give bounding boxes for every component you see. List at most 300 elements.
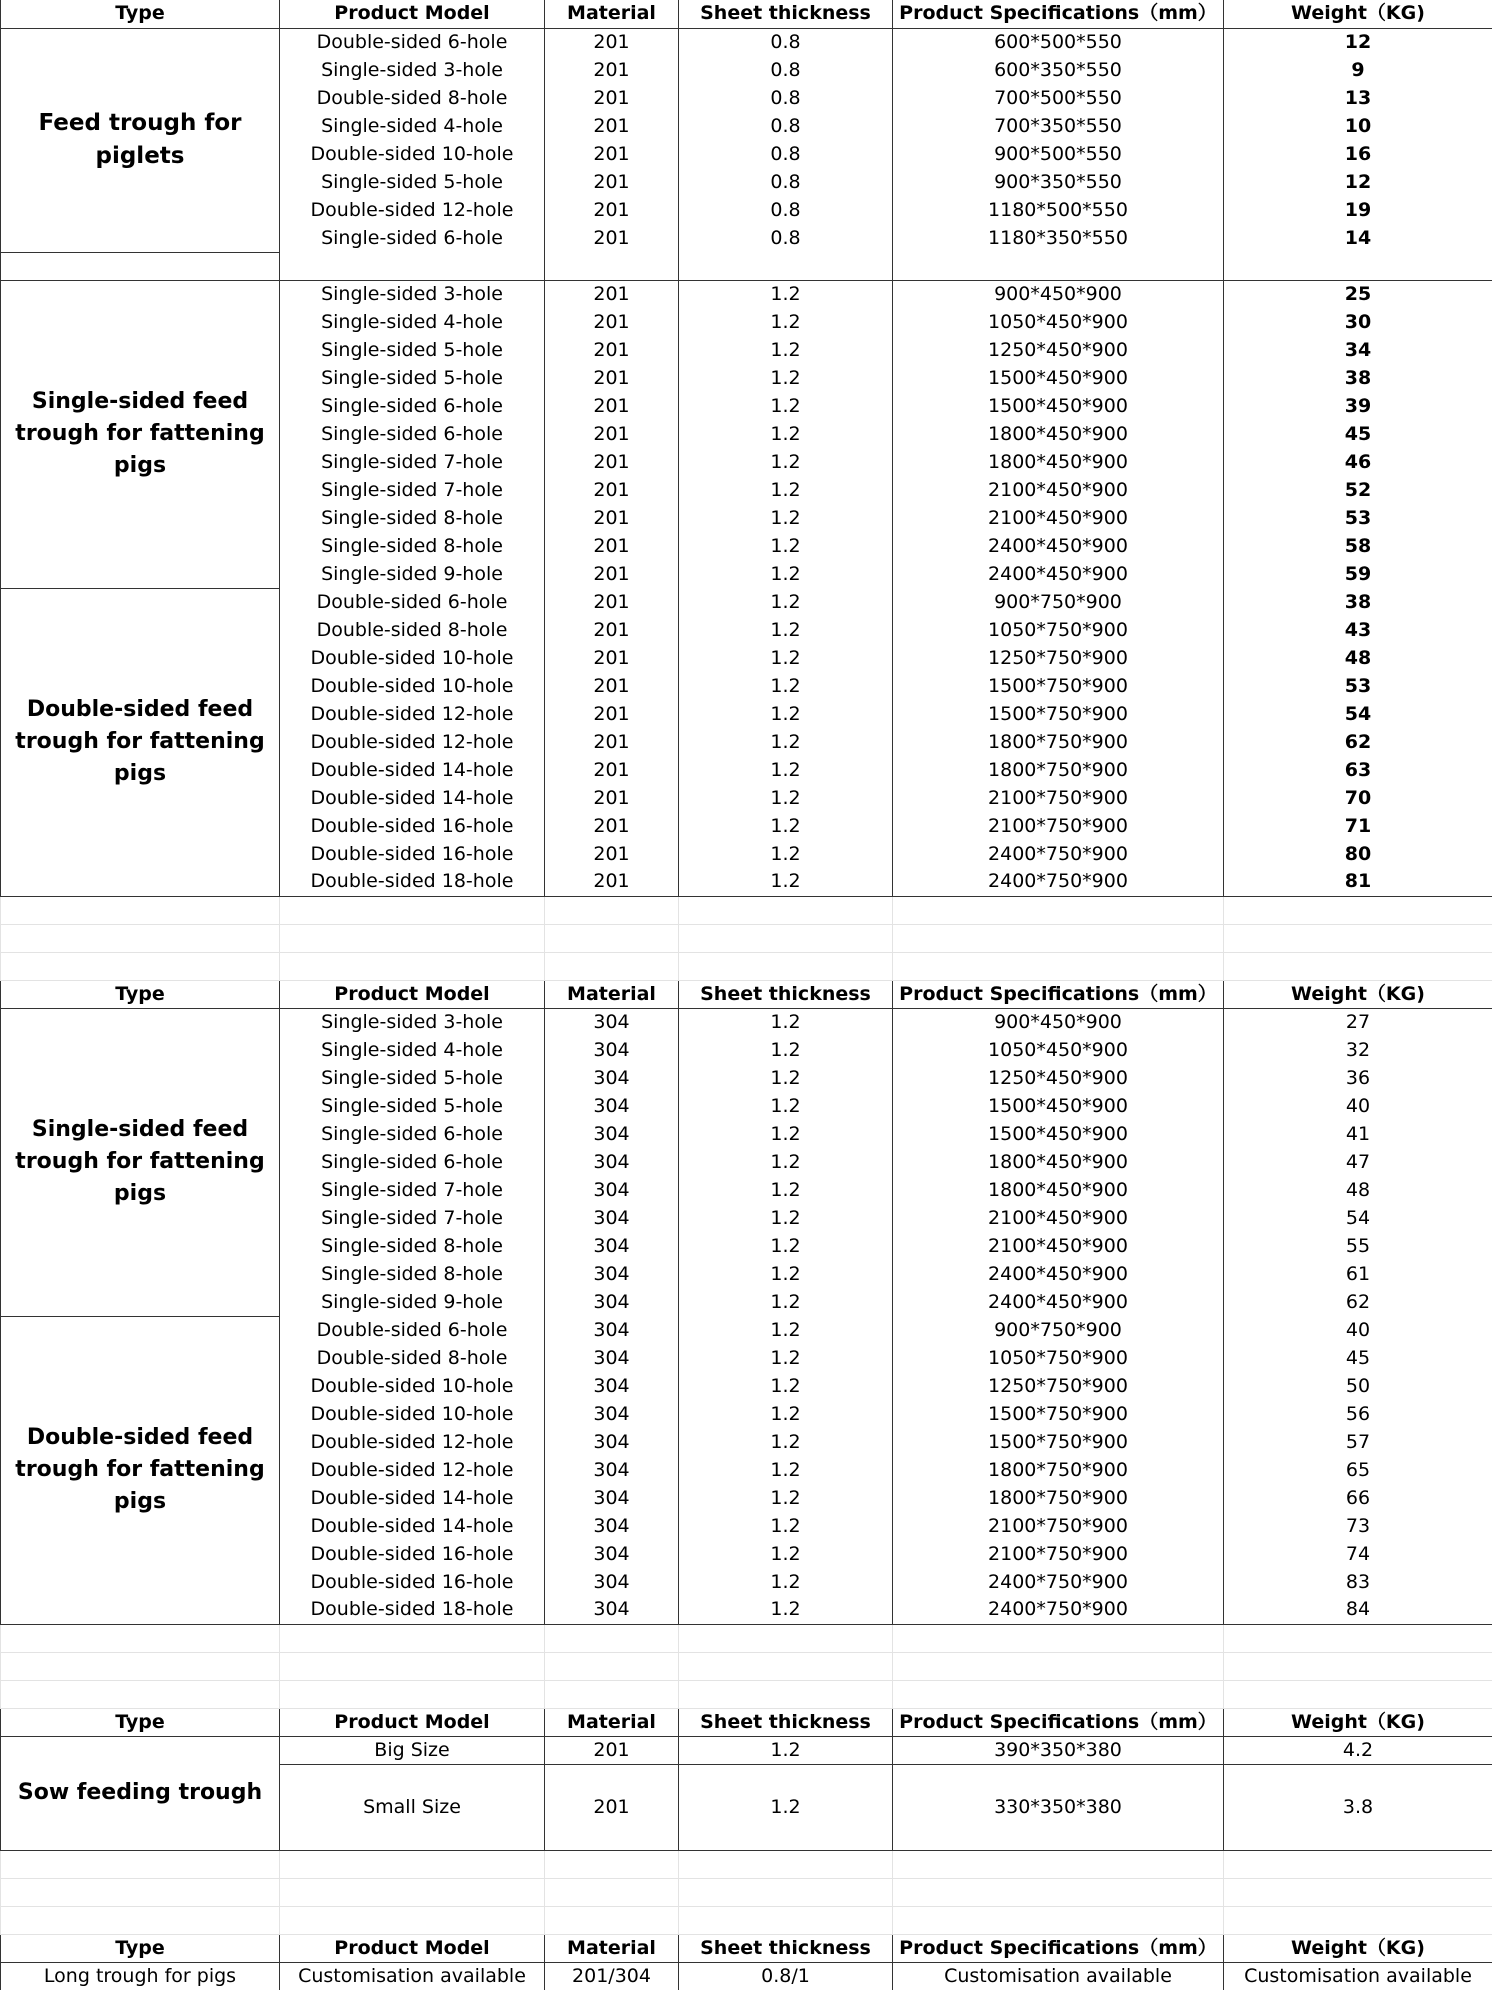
weight-cell: 14 — [1224, 224, 1492, 252]
spec-cell: 900*350*550 — [893, 168, 1224, 196]
model-cell: Single-sided 5-hole — [280, 168, 545, 196]
spec-cell: 1800*450*900 — [893, 1148, 1224, 1176]
thickness-cell: 1.2 — [679, 1512, 893, 1540]
model-cell: Double-sided 10-hole — [280, 1372, 545, 1400]
spec-cell: 330*350*380 — [893, 1764, 1224, 1850]
weight-cell: 56 — [1224, 1400, 1492, 1428]
spec-cell: 900*450*900 — [893, 1008, 1224, 1036]
material-cell: 304 — [545, 1092, 679, 1120]
weight-cell: 63 — [1224, 756, 1492, 784]
model-cell: Single-sided 6-hole — [280, 1120, 545, 1148]
model-cell: Single-sided 8-hole — [280, 504, 545, 532]
thickness-cell: 1.2 — [679, 784, 893, 812]
thickness-cell: 1.2 — [679, 1400, 893, 1428]
thickness-cell: 1.2 — [679, 1316, 893, 1344]
thickness-cell: 1.2 — [679, 1736, 893, 1764]
spec-cell: 900*750*900 — [893, 1316, 1224, 1344]
type-cell: Single-sided feed trough for fattening pigs — [1, 280, 280, 588]
spec-cell: 2100*750*900 — [893, 1512, 1224, 1540]
thickness-cell: 1.2 — [679, 868, 893, 896]
weight-cell: 9 — [1224, 56, 1492, 84]
material-cell: 201 — [545, 168, 679, 196]
header-sheet-thickness: Sheet thickness — [679, 1708, 893, 1736]
material-cell: 201 — [545, 700, 679, 728]
thickness-cell: 1.2 — [679, 364, 893, 392]
thickness-cell: 0.8 — [679, 56, 893, 84]
spec-cell: 2400*450*900 — [893, 1288, 1224, 1316]
table-row — [1, 1316, 1492, 1344]
thickness-cell: 1.2 — [679, 840, 893, 868]
model-cell: Double-sided 18-hole — [280, 1596, 545, 1624]
thickness-cell: 1.2 — [679, 448, 893, 476]
model-cell: Double-sided 6-hole — [280, 28, 545, 56]
thickness-cell: 1.2 — [679, 1204, 893, 1232]
thickness-cell: 1.2 — [679, 1036, 893, 1064]
header-type: Type — [1, 1708, 280, 1736]
material-cell: 304 — [545, 1540, 679, 1568]
model-cell: Double-sided 8-hole — [280, 84, 545, 112]
model-cell: Single-sided 7-hole — [280, 1176, 545, 1204]
thickness-cell: 1.2 — [679, 812, 893, 840]
model-cell: Double-sided 8-hole — [280, 1344, 545, 1372]
header-product-model: Product Model — [280, 1708, 545, 1736]
model-cell: Double-sided 10-hole — [280, 1400, 545, 1428]
spec-cell: 1180*500*550 — [893, 196, 1224, 224]
thickness-cell: 1.2 — [679, 616, 893, 644]
thickness-cell: 0.8 — [679, 28, 893, 56]
weight-cell: 3.8 — [1224, 1764, 1492, 1850]
spec-cell: 2400*450*900 — [893, 532, 1224, 560]
thickness-cell: 1.2 — [679, 1596, 893, 1624]
weight-cell: 54 — [1224, 700, 1492, 728]
material-cell: 201 — [545, 56, 679, 84]
material-cell: 201 — [545, 616, 679, 644]
thickness-cell: 1.2 — [679, 1176, 893, 1204]
weight-cell: 38 — [1224, 364, 1492, 392]
material-cell: 304 — [545, 1008, 679, 1036]
weight-cell: 19 — [1224, 196, 1492, 224]
weight-cell: 57 — [1224, 1428, 1492, 1456]
material-cell: 201 — [545, 784, 679, 812]
thickness-cell: 0.8 — [679, 224, 893, 252]
weight-cell: 58 — [1224, 532, 1492, 560]
model-cell: Single-sided 7-hole — [280, 1204, 545, 1232]
model-cell: Double-sided 12-hole — [280, 1428, 545, 1456]
material-cell: 304 — [545, 1036, 679, 1064]
model-cell: Single-sided 4-hole — [280, 308, 545, 336]
weight-cell: 53 — [1224, 504, 1492, 532]
material-cell: 201 — [545, 728, 679, 756]
thickness-cell: 1.2 — [679, 1344, 893, 1372]
type-cell: Feed trough for piglets — [1, 28, 280, 252]
material-cell: 201 — [545, 812, 679, 840]
weight-cell: 62 — [1224, 1288, 1492, 1316]
spec-cell: 1050*450*900 — [893, 308, 1224, 336]
model-cell: Double-sided 8-hole — [280, 616, 545, 644]
model-cell: Single-sided 5-hole — [280, 336, 545, 364]
material-cell: 201 — [545, 84, 679, 112]
type-cell: Single-sided feed trough for fattening pigs — [1, 1008, 280, 1316]
spec-cell: 2100*750*900 — [893, 1540, 1224, 1568]
spec-cell: 1500*750*900 — [893, 1428, 1224, 1456]
weight-cell: 40 — [1224, 1316, 1492, 1344]
spec-cell: 700*350*550 — [893, 112, 1224, 140]
thickness-cell: 1.2 — [679, 1484, 893, 1512]
thickness-cell: 1.2 — [679, 1260, 893, 1288]
table-304 — [1, 980, 1492, 1624]
type-cell: Double-sided feed trough for fattening pigs — [1, 588, 280, 896]
material-cell: 304 — [545, 1260, 679, 1288]
material-cell: 201 — [545, 644, 679, 672]
thickness-cell: 0.8/1 — [679, 1962, 893, 1990]
weight-cell: 12 — [1224, 28, 1492, 56]
weight-cell: 80 — [1224, 840, 1492, 868]
spec-cell: 1500*450*900 — [893, 1120, 1224, 1148]
spec-cell: 1500*750*900 — [893, 700, 1224, 728]
weight-cell: 48 — [1224, 644, 1492, 672]
material-cell: 201 — [545, 868, 679, 896]
spec-cell: 1500*750*900 — [893, 1400, 1224, 1428]
model-cell: Double-sided 14-hole — [280, 784, 545, 812]
thickness-cell: 1.2 — [679, 308, 893, 336]
model-cell: Single-sided 5-hole — [280, 1064, 545, 1092]
model-cell: Double-sided 16-hole — [280, 812, 545, 840]
model-cell: Double-sided 10-hole — [280, 644, 545, 672]
spec-cell: 2400*750*900 — [893, 1596, 1224, 1624]
spec-cell: 900*750*900 — [893, 588, 1224, 616]
spec-cell: 2400*450*900 — [893, 1260, 1224, 1288]
thickness-cell: 1.2 — [679, 1372, 893, 1400]
model-cell: Single-sided 7-hole — [280, 476, 545, 504]
model-cell: Double-sided 14-hole — [280, 756, 545, 784]
material-cell: 201 — [545, 28, 679, 56]
spec-cell: 900*450*900 — [893, 280, 1224, 308]
spec-cell: 1250*450*900 — [893, 1064, 1224, 1092]
weight-cell: 45 — [1224, 1344, 1492, 1372]
model-cell: Customisation available — [280, 1962, 545, 1990]
model-cell: Single-sided 4-hole — [280, 112, 545, 140]
material-cell: 201 — [545, 364, 679, 392]
header-row — [1, 1934, 1492, 1962]
material-cell: 304 — [545, 1064, 679, 1092]
material-cell: 304 — [545, 1400, 679, 1428]
weight-cell: 62 — [1224, 728, 1492, 756]
spec-cell: 2100*750*900 — [893, 812, 1224, 840]
type-cell: Double-sided feed trough for fattening pigs — [1, 1316, 280, 1624]
material-cell: 304 — [545, 1596, 679, 1624]
weight-cell: 50 — [1224, 1372, 1492, 1400]
table-long-trough — [1, 1934, 1492, 1990]
weight-cell: 32 — [1224, 1036, 1492, 1064]
header-material: Material — [545, 1934, 679, 1962]
thickness-cell: 0.8 — [679, 196, 893, 224]
weight-cell: 4.2 — [1224, 1736, 1492, 1764]
thickness-cell: 1.2 — [679, 1456, 893, 1484]
material-cell: 304 — [545, 1204, 679, 1232]
table-row — [1, 280, 1492, 308]
thickness-cell: 1.2 — [679, 476, 893, 504]
material-cell: 201/304 — [545, 1962, 679, 1990]
model-cell: Single-sided 6-hole — [280, 224, 545, 252]
model-cell: Single-sided 6-hole — [280, 1148, 545, 1176]
model-cell: Single-sided 8-hole — [280, 1232, 545, 1260]
weight-cell: 61 — [1224, 1260, 1492, 1288]
thickness-cell: 1.2 — [679, 336, 893, 364]
spec-cell: 700*500*550 — [893, 84, 1224, 112]
model-cell: Single-sided 3-hole — [280, 56, 545, 84]
header-type: Type — [1, 1934, 280, 1962]
header-specifications: Product Specifications（mm） — [893, 980, 1224, 1008]
header-row — [1, 980, 1492, 1008]
header-type: Type — [1, 0, 280, 28]
header-weight: Weight（KG) — [1224, 0, 1492, 28]
header-material: Material — [545, 1708, 679, 1736]
material-cell: 304 — [545, 1484, 679, 1512]
thickness-cell: 1.2 — [679, 672, 893, 700]
material-cell: 304 — [545, 1232, 679, 1260]
spec-cell: 1050*750*900 — [893, 616, 1224, 644]
thickness-cell: 1.2 — [679, 1120, 893, 1148]
header-sheet-thickness: Sheet thickness — [679, 1934, 893, 1962]
weight-cell: 73 — [1224, 1512, 1492, 1540]
material-cell: 201 — [545, 336, 679, 364]
spec-cell: 1250*750*900 — [893, 1372, 1224, 1400]
material-cell: 201 — [545, 112, 679, 140]
weight-cell: 52 — [1224, 476, 1492, 504]
material-cell: 201 — [545, 1736, 679, 1764]
thickness-cell: 1.2 — [679, 420, 893, 448]
empty-rows — [1, 1624, 1492, 1708]
model-cell: Single-sided 9-hole — [280, 1288, 545, 1316]
thickness-cell: 1.2 — [679, 1540, 893, 1568]
material-cell: 201 — [545, 672, 679, 700]
thickness-cell: 1.2 — [679, 1764, 893, 1850]
thickness-cell: 1.2 — [679, 1232, 893, 1260]
header-specifications: Product Specifications（mm） — [893, 1708, 1224, 1736]
model-cell: Single-sided 8-hole — [280, 532, 545, 560]
spec-cell: 600*500*550 — [893, 28, 1224, 56]
material-cell: 201 — [545, 476, 679, 504]
weight-cell: 36 — [1224, 1064, 1492, 1092]
header-specifications: Product Specifications（mm） — [893, 1934, 1224, 1962]
model-cell: Double-sided 14-hole — [280, 1484, 545, 1512]
thickness-cell: 0.8 — [679, 168, 893, 196]
empty-rows — [1, 896, 1492, 980]
thickness-cell: 1.2 — [679, 1428, 893, 1456]
header-product-model: Product Model — [280, 1934, 545, 1962]
thickness-cell: 1.2 — [679, 1568, 893, 1596]
material-cell: 304 — [545, 1428, 679, 1456]
material-cell: 201 — [545, 448, 679, 476]
thickness-cell: 1.2 — [679, 1008, 893, 1036]
table-sow — [1, 1708, 1492, 1850]
material-cell: 304 — [545, 1372, 679, 1400]
spec-cell: 2400*750*900 — [893, 840, 1224, 868]
model-cell: Single-sided 6-hole — [280, 420, 545, 448]
blank-row — [1, 252, 1492, 280]
header-type: Type — [1, 980, 280, 1008]
model-cell: Single-sided 7-hole — [280, 448, 545, 476]
thickness-cell: 0.8 — [679, 112, 893, 140]
thickness-cell: 1.2 — [679, 1148, 893, 1176]
spec-cell: 1250*750*900 — [893, 644, 1224, 672]
weight-cell: 55 — [1224, 1232, 1492, 1260]
table-row — [1, 1008, 1492, 1036]
thickness-cell: 1.2 — [679, 1064, 893, 1092]
weight-cell: 41 — [1224, 1120, 1492, 1148]
model-cell: Double-sided 12-hole — [280, 728, 545, 756]
material-cell: 201 — [545, 560, 679, 588]
table-row — [1, 28, 1492, 56]
model-cell: Single-sided 3-hole — [280, 1008, 545, 1036]
model-cell: Double-sided 14-hole — [280, 1512, 545, 1540]
material-cell: 304 — [545, 1456, 679, 1484]
spec-cell: 1800*750*900 — [893, 728, 1224, 756]
thickness-cell: 0.8 — [679, 84, 893, 112]
spec-cell: 2100*450*900 — [893, 1232, 1224, 1260]
header-specifications: Product Specifications（mm） — [893, 0, 1224, 28]
thickness-cell: 1.2 — [679, 532, 893, 560]
thickness-cell: 0.8 — [679, 140, 893, 168]
material-cell: 201 — [545, 140, 679, 168]
model-cell: Single-sided 3-hole — [280, 280, 545, 308]
spec-cell: 1180*350*550 — [893, 224, 1224, 252]
type-cell: Long trough for pigs — [1, 1962, 280, 1990]
table-201 — [1, 0, 1492, 896]
header-sheet-thickness: Sheet thickness — [679, 980, 893, 1008]
model-cell: Single-sided 5-hole — [280, 1092, 545, 1120]
header-sheet-thickness: Sheet thickness — [679, 0, 893, 28]
header-material: Material — [545, 980, 679, 1008]
header-weight: Weight（KG) — [1224, 1934, 1492, 1962]
weight-cell: 34 — [1224, 336, 1492, 364]
material-cell: 304 — [545, 1568, 679, 1596]
weight-cell: Customisation available — [1224, 1962, 1492, 1990]
empty-rows — [1, 1850, 1492, 1934]
weight-cell: 65 — [1224, 1456, 1492, 1484]
model-cell: Single-sided 9-hole — [280, 560, 545, 588]
spec-cell: Customisation available — [893, 1962, 1224, 1990]
thickness-cell: 1.2 — [679, 504, 893, 532]
weight-cell: 12 — [1224, 168, 1492, 196]
spec-cell: 1250*450*900 — [893, 336, 1224, 364]
weight-cell: 84 — [1224, 1596, 1492, 1624]
material-cell: 304 — [545, 1288, 679, 1316]
spec-cell: 1800*450*900 — [893, 448, 1224, 476]
header-product-model: Product Model — [280, 0, 545, 28]
spec-cell: 1500*450*900 — [893, 1092, 1224, 1120]
header-product-model: Product Model — [280, 980, 545, 1008]
thickness-cell: 1.2 — [679, 560, 893, 588]
thickness-cell: 1.2 — [679, 392, 893, 420]
spec-cell: 1800*750*900 — [893, 756, 1224, 784]
model-cell: Double-sided 16-hole — [280, 1540, 545, 1568]
spec-cell: 1500*450*900 — [893, 364, 1224, 392]
spec-cell: 1800*450*900 — [893, 1176, 1224, 1204]
thickness-cell: 1.2 — [679, 1288, 893, 1316]
model-cell: Double-sided 6-hole — [280, 588, 545, 616]
model-cell: Double-sided 12-hole — [280, 196, 545, 224]
table-row — [1, 588, 1492, 616]
spec-cell: 2100*450*900 — [893, 476, 1224, 504]
weight-cell: 48 — [1224, 1176, 1492, 1204]
spec-cell: 1050*450*900 — [893, 1036, 1224, 1064]
weight-cell: 25 — [1224, 280, 1492, 308]
model-cell: Single-sided 4-hole — [280, 1036, 545, 1064]
thickness-cell: 1.2 — [679, 700, 893, 728]
material-cell: 304 — [545, 1176, 679, 1204]
weight-cell: 27 — [1224, 1008, 1492, 1036]
spec-cell: 1800*450*900 — [893, 420, 1224, 448]
weight-cell: 46 — [1224, 448, 1492, 476]
spec-cell: 1800*750*900 — [893, 1484, 1224, 1512]
weight-cell: 47 — [1224, 1148, 1492, 1176]
weight-cell: 66 — [1224, 1484, 1492, 1512]
weight-cell: 74 — [1224, 1540, 1492, 1568]
model-cell: Double-sided 16-hole — [280, 840, 545, 868]
weight-cell: 39 — [1224, 392, 1492, 420]
header-row — [1, 0, 1492, 28]
material-cell: 304 — [545, 1316, 679, 1344]
weight-cell: 43 — [1224, 616, 1492, 644]
weight-cell: 81 — [1224, 868, 1492, 896]
thickness-cell: 1.2 — [679, 728, 893, 756]
material-cell: 201 — [545, 392, 679, 420]
material-cell: 201 — [545, 532, 679, 560]
spec-cell: 2100*750*900 — [893, 784, 1224, 812]
weight-cell: 40 — [1224, 1092, 1492, 1120]
table-row — [1, 1736, 1492, 1764]
thickness-cell: 1.2 — [679, 1092, 893, 1120]
spec-cell: 600*350*550 — [893, 56, 1224, 84]
model-cell: Big Size — [280, 1736, 545, 1764]
weight-cell: 16 — [1224, 140, 1492, 168]
thickness-cell: 1.2 — [679, 280, 893, 308]
spec-cell: 2400*750*900 — [893, 868, 1224, 896]
model-cell: Single-sided 8-hole — [280, 1260, 545, 1288]
model-cell: Double-sided 12-hole — [280, 1456, 545, 1484]
header-weight: Weight（KG) — [1224, 1708, 1492, 1736]
weight-cell: 45 — [1224, 420, 1492, 448]
material-cell: 201 — [545, 756, 679, 784]
header-row — [1, 1708, 1492, 1736]
material-cell: 201 — [545, 224, 679, 252]
table-row — [1, 1962, 1492, 1990]
material-cell: 201 — [545, 588, 679, 616]
spec-cell: 1800*750*900 — [893, 1456, 1224, 1484]
model-cell: Double-sided 6-hole — [280, 1316, 545, 1344]
spec-cell: 2100*450*900 — [893, 1204, 1224, 1232]
weight-cell: 54 — [1224, 1204, 1492, 1232]
weight-cell: 10 — [1224, 112, 1492, 140]
thickness-cell: 1.2 — [679, 588, 893, 616]
model-cell: Single-sided 6-hole — [280, 392, 545, 420]
spec-cell: 900*500*550 — [893, 140, 1224, 168]
weight-cell: 13 — [1224, 84, 1492, 112]
model-cell: Double-sided 12-hole — [280, 700, 545, 728]
weight-cell: 59 — [1224, 560, 1492, 588]
weight-cell: 30 — [1224, 308, 1492, 336]
material-cell: 201 — [545, 1764, 679, 1850]
material-cell: 304 — [545, 1512, 679, 1540]
material-cell: 201 — [545, 280, 679, 308]
model-cell: Double-sided 18-hole — [280, 868, 545, 896]
weight-cell: 53 — [1224, 672, 1492, 700]
material-cell: 201 — [545, 308, 679, 336]
model-cell: Small Size — [280, 1764, 545, 1850]
model-cell: Single-sided 5-hole — [280, 364, 545, 392]
weight-cell: 38 — [1224, 588, 1492, 616]
